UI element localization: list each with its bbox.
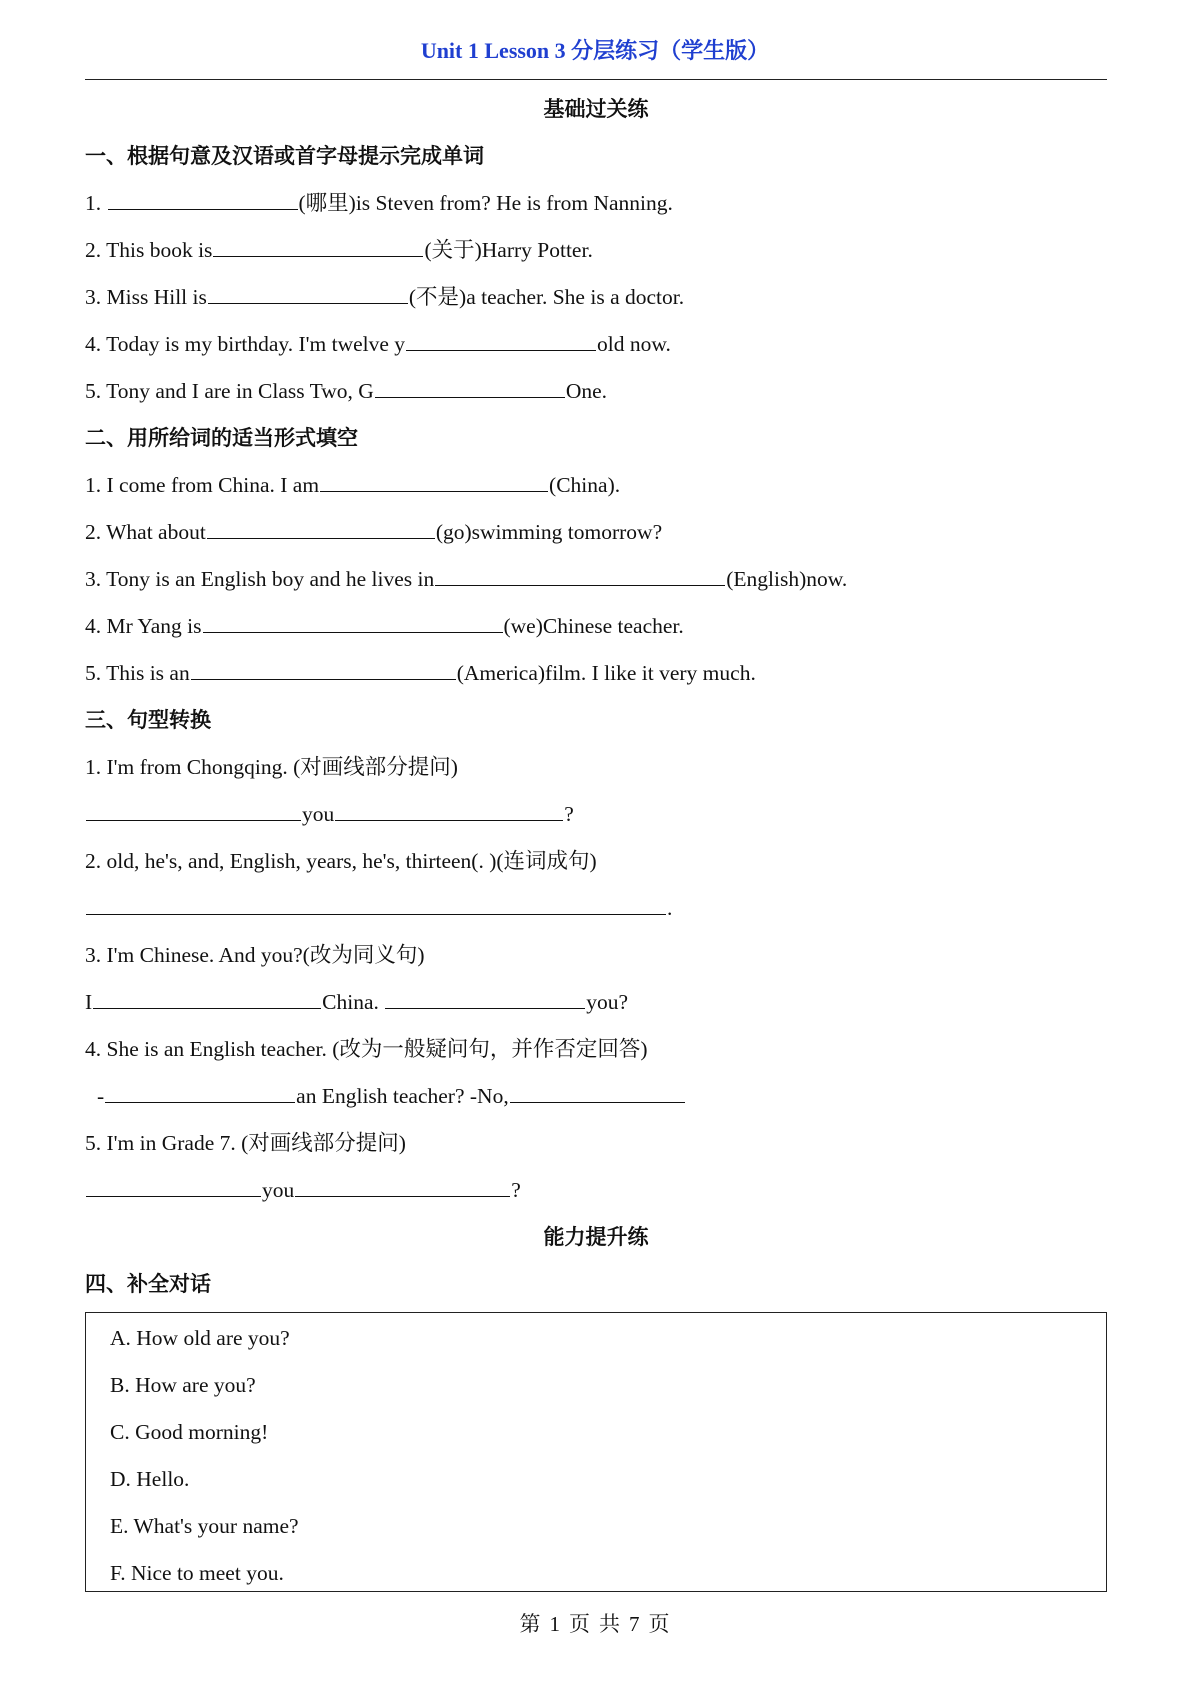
answer-text: ? — [564, 802, 574, 826]
answer-text: ? — [511, 1178, 521, 1202]
answer-blank[interactable] — [93, 981, 321, 1009]
part4-title: 四、补全对话 — [85, 1272, 211, 1296]
answer-blank[interactable] — [191, 652, 456, 680]
question-text: One. — [565, 379, 608, 403]
question-text: 3. Tony is an English boy and he lives in — [85, 567, 435, 591]
part3-question-1-prompt: 1. I'm from Chongqing. (对画线部分提问) — [85, 755, 458, 779]
part2-question-4 — [85, 603, 1107, 650]
answer-text: - — [97, 1084, 105, 1108]
answer-blank[interactable] — [435, 558, 725, 586]
answer-text: an English teacher? -No, — [296, 1084, 509, 1108]
dialogue-option-b: B. How are you? — [110, 1373, 256, 1397]
answer-text: you? — [586, 990, 629, 1014]
dialogue-option-f: F. Nice to meet you. — [110, 1561, 284, 1585]
part3-question-5-answer — [85, 1167, 1107, 1214]
footer-gong: 共 — [599, 1612, 621, 1636]
part3-title: 三、句型转换 — [85, 708, 211, 732]
part2-title: 二、用所给词的适当形式填空 — [85, 426, 358, 450]
part3-question-1-answer — [85, 791, 1107, 838]
answer-text: China. — [322, 990, 385, 1014]
footer-total-pages: 7 — [629, 1612, 641, 1636]
part1-question-4 — [85, 321, 1107, 368]
answer-blank[interactable] — [406, 323, 596, 351]
question-text: 2. This book is — [85, 238, 213, 262]
answer-text: . — [667, 896, 673, 920]
section-advanced-title: 能力提升练 — [543, 1225, 649, 1249]
part1-title: 一、根据句意及汉语或首字母提示完成单词 — [85, 144, 484, 168]
page-footer — [0, 1608, 1190, 1638]
answer-blank[interactable] — [295, 1169, 510, 1197]
answer-blank[interactable] — [86, 793, 301, 821]
question-text: (go)swimming tomorrow? — [435, 520, 663, 544]
dialogue-option-d: D. Hello. — [110, 1467, 190, 1491]
answer-blank[interactable] — [213, 229, 423, 257]
answer-blank[interactable] — [86, 887, 666, 915]
dialogue-option-e: E. What's your name? — [110, 1514, 299, 1538]
part3-question-2-answer — [85, 885, 1107, 932]
question-text: 3. Miss Hill is — [85, 285, 207, 309]
answer-blank[interactable] — [335, 793, 563, 821]
answer-text: I — [85, 990, 93, 1014]
answer-blank[interactable] — [203, 605, 503, 633]
question-text: (America)film. I like it very much. — [456, 661, 756, 685]
part1-question-1 — [85, 180, 1107, 227]
question-text: (China). — [549, 473, 621, 497]
part3-question-4-answer — [85, 1073, 1107, 1120]
question-text: 4. Today is my birthday. I'm twelve y — [85, 332, 406, 356]
part1-question-3 — [85, 274, 1107, 321]
part3-question-3-prompt: 3. I'm Chinese. And you?(改为同义句) — [85, 943, 425, 967]
answer-blank[interactable] — [105, 1075, 295, 1103]
question-text: 2. What about — [85, 520, 206, 544]
question-text: 4. Mr Yang is — [85, 614, 202, 638]
footer-ye: 页 — [569, 1612, 591, 1636]
answer-text: you — [262, 1178, 295, 1202]
section-basic-title: 基础过关练 — [543, 97, 649, 121]
question-text: 1. I come from China. I am — [85, 473, 320, 497]
part2-question-2 — [85, 509, 1107, 556]
dialogue-options-box — [85, 1312, 1107, 1592]
answer-blank[interactable] — [207, 511, 435, 539]
question-text: (不是)a teacher. She is a doctor. — [408, 285, 685, 309]
answer-blank[interactable] — [385, 981, 585, 1009]
part1-question-2 — [85, 227, 1107, 274]
dialogue-option-a: A. How old are you? — [110, 1326, 290, 1350]
part3-question-5-prompt: 5. I'm in Grade 7. (对画线部分提问) — [85, 1131, 406, 1155]
answer-blank[interactable] — [510, 1075, 685, 1103]
part2-question-1 — [85, 462, 1107, 509]
answer-blank[interactable] — [108, 182, 298, 210]
question-text: (哪里)is Steven from? He is from Nanning. — [298, 191, 673, 215]
answer-blank[interactable] — [375, 370, 565, 398]
part3-question-4-prompt: 4. She is an English teacher. (改为一般疑问句，并作否定回答) — [85, 1037, 648, 1061]
question-text: (关于)Harry Potter. — [424, 238, 593, 262]
question-text: (we)Chinese teacher. — [503, 614, 684, 638]
question-text: 5. This is an — [85, 661, 190, 685]
part2-question-3 — [85, 556, 1107, 603]
part2-question-5 — [85, 650, 1107, 697]
question-text: old now. — [597, 332, 671, 356]
part1-question-5 — [85, 368, 1107, 415]
question-text: (English)now. — [726, 567, 848, 591]
answer-blank[interactable] — [208, 276, 408, 304]
footer-di: 第 — [519, 1612, 542, 1636]
answer-blank[interactable] — [320, 464, 548, 492]
question-text: 1. — [85, 191, 107, 215]
page-header-title: Unit 1 Lesson 3 分层练习（学生版） — [420, 38, 770, 63]
dialogue-option-c: C. Good morning! — [110, 1420, 269, 1444]
answer-blank[interactable] — [86, 1169, 261, 1197]
footer-page-number: 1 — [549, 1612, 561, 1636]
header-divider — [85, 79, 1107, 80]
footer-ye2: 页 — [648, 1612, 671, 1636]
question-text: 5. Tony and I are in Class Two, G — [85, 379, 374, 403]
answer-text: you — [302, 802, 335, 826]
part3-question-3-answer — [85, 979, 1107, 1026]
worksheet-content — [85, 86, 1107, 1592]
part3-question-2-prompt: 2. old, he's, and, English, years, he's, thirteen(. )(连词成句) — [85, 849, 597, 873]
